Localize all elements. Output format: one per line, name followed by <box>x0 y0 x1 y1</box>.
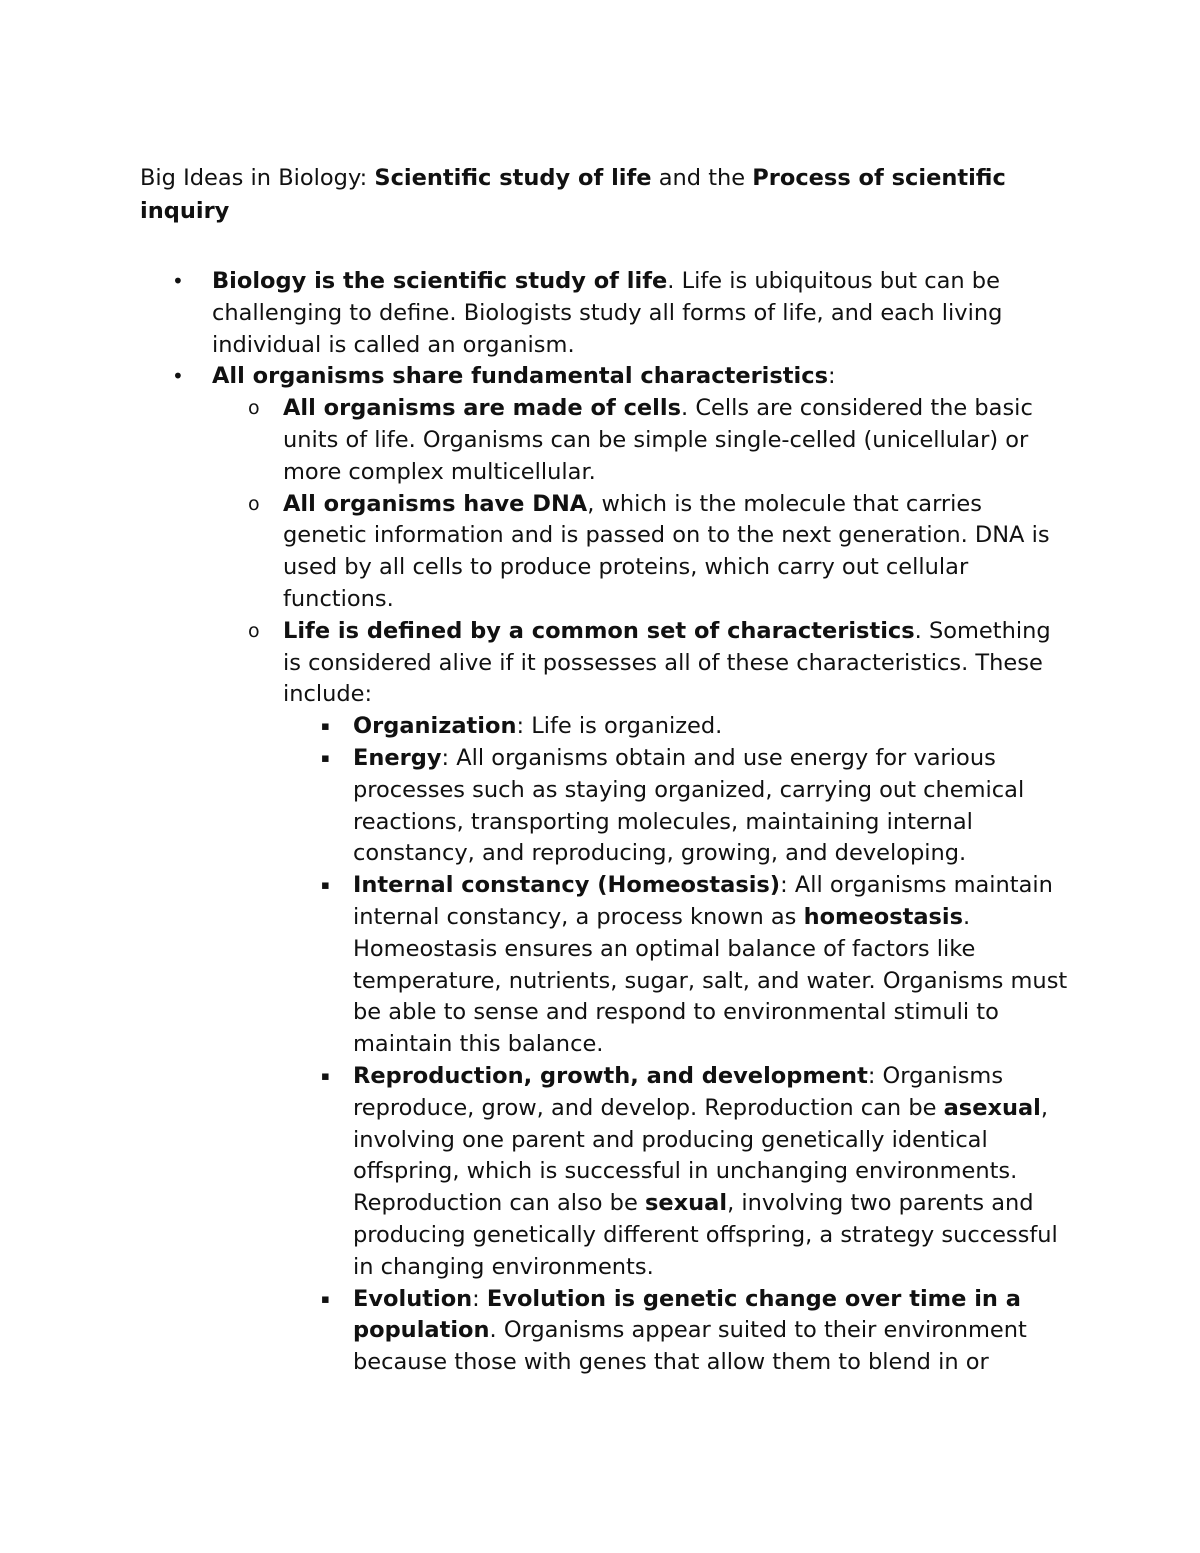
disc-bullet-icon: • <box>172 269 184 293</box>
characteristic-bold: Evolution <box>353 1285 473 1312</box>
sub-item-text: , which is the molecule that carries genetic information and is passed on to the next generation. DNA is used by all cells to produce proteins, which carry out cellular functions. <box>283 490 1050 612</box>
characteristic-evolution <box>283 1284 1070 1379</box>
characteristic-text: : Life is organized. <box>516 713 723 740</box>
characteristic-text: : All organisms obtain and use energy for various processes such as staying organized, carrying out chemical reactions, transporting molecules, maintaining internal constancy, and reproducing, growing, and developing. <box>353 744 1025 867</box>
characteristic-text: : All organisms maintain internal constancy, a process known as <box>353 872 1053 930</box>
document-page <box>140 162 1070 1379</box>
sub-item-bold: All organisms have DNA <box>283 490 588 517</box>
characteristic-text: , involving two parents and producing genetically different offspring, a strategy successful in changing environments. <box>353 1190 1058 1280</box>
characteristic-homeostasis <box>283 870 1070 1061</box>
sub-item-life-characteristics <box>212 616 1070 1379</box>
sub-bullet-list <box>212 393 1070 1379</box>
item-bold: Biology is the scientific study of life <box>212 268 668 294</box>
sub-item-dna <box>212 489 1070 616</box>
title-bold-study: Scientific study of life <box>374 165 652 191</box>
item-text: : <box>827 363 836 390</box>
title-bold-process: Process of scientific inquiry <box>140 165 1006 224</box>
characteristic-term-sexual: sexual <box>644 1190 728 1217</box>
characteristic-definition: Evolution is genetic change over time in a population <box>353 1285 1021 1344</box>
page-title <box>140 162 1070 228</box>
sub-item-text: . Something is considered alive if it possesses all of these characteristics. These include: <box>283 617 1051 708</box>
square-bullet-icon: ▪ <box>321 1068 330 1084</box>
characteristic-organization <box>283 711 1070 743</box>
list-item-fundamental-characteristics <box>140 361 1070 1379</box>
characteristic-bold: Reproduction, growth, and development <box>353 1062 868 1089</box>
characteristic-reproduction <box>283 1061 1070 1284</box>
item-text: . Life is ubiquitous but can be challenging to define. Biologists study all forms of life, and each living individual is called an organism. <box>212 268 1003 358</box>
disc-bullet-icon: • <box>172 364 184 389</box>
circle-bullet-icon: o <box>248 397 260 420</box>
item-bold: All organisms share fundamental characteristics <box>212 363 828 390</box>
circle-bullet-icon: o <box>248 492 260 515</box>
sub-item-text: . Cells are considered the basic units of life. Organisms can be simple single-celled (unicellular) or more complex multicellular. <box>283 395 1033 485</box>
characteristic-energy <box>283 743 1070 870</box>
characteristics-list <box>283 711 1070 1379</box>
characteristic-term: homeostasis <box>803 903 964 930</box>
square-bullet-icon: ▪ <box>321 750 330 766</box>
square-bullet-icon: ▪ <box>321 1291 330 1307</box>
characteristic-bold: Organization <box>353 713 517 740</box>
sub-item-cells <box>212 393 1070 488</box>
square-bullet-icon: ▪ <box>321 878 330 894</box>
circle-bullet-icon: o <box>248 619 260 642</box>
square-bullet-icon: ▪ <box>321 719 330 735</box>
characteristic-bold: Internal constancy (Homeostasis) <box>353 872 781 899</box>
sub-item-bold: Life is defined by a common set of characteristics <box>283 617 915 644</box>
title-prefix: Big Ideas in Biology: <box>140 165 375 191</box>
title-connector: and the <box>651 165 753 191</box>
characteristic-text: : <box>472 1285 487 1312</box>
characteristic-bold: Energy <box>353 744 442 771</box>
sub-item-bold: All organisms are made of cells <box>283 395 682 422</box>
characteristic-text: : Organisms reproduce, grow, and develop. Reproduction can be <box>353 1062 1004 1121</box>
list-item-biology-definition <box>140 266 1070 361</box>
characteristic-term-asexual: asexual <box>943 1094 1041 1121</box>
characteristic-text: . Homeostasis ensures an optimal balance of factors like temperature, nutrients, sugar, salt, and water. Organisms must be able to sense and respond to environmental stimuli to maintain this balance. <box>353 903 1068 1058</box>
main-bullet-list <box>140 266 1070 1379</box>
characteristic-text: , involving one parent and producing genetically identical offspring, which is successful in unchanging environments. Reproduction can also be <box>353 1094 1049 1217</box>
characteristic-text: . Organisms appear suited to their environment because those with genes that allow them to blend in or <box>353 1317 1027 1376</box>
